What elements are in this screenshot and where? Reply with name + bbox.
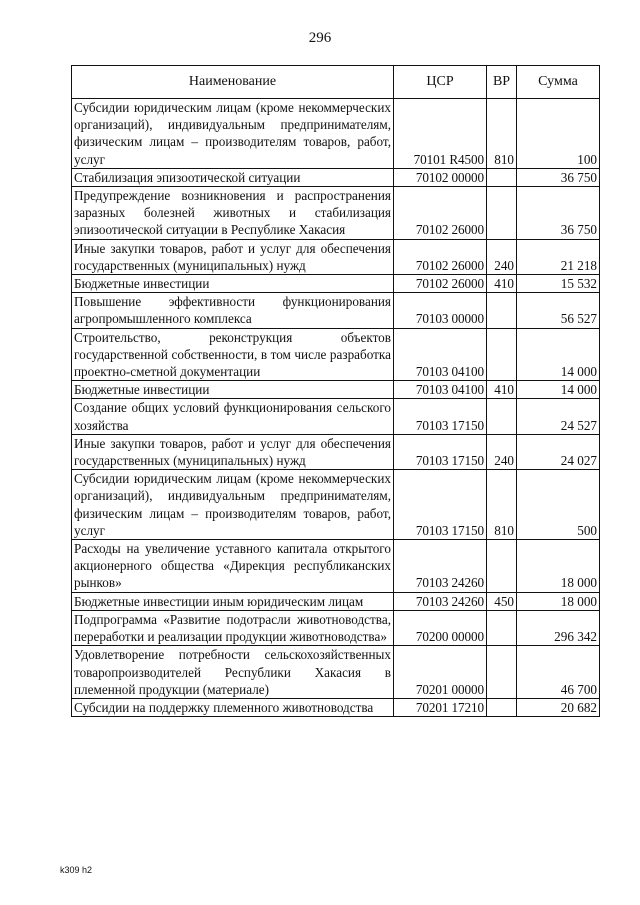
row-csr: 70103 17150 — [394, 470, 487, 540]
table-row — [72, 99, 600, 169]
row-vr — [487, 646, 517, 699]
row-vr — [487, 328, 517, 381]
row-csr: 70102 26000 — [394, 275, 487, 293]
table-row — [72, 434, 600, 469]
row-csr: 70103 17150 — [394, 434, 487, 469]
row-sum: 296 342 — [517, 610, 600, 645]
table-row — [72, 540, 600, 593]
row-csr: 70201 00000 — [394, 646, 487, 699]
page-number: 296 — [308, 30, 332, 46]
row-sum: 24 027 — [517, 434, 600, 469]
row-vr — [487, 293, 517, 328]
row-sum: 14 000 — [517, 328, 600, 381]
row-sum: 21 218 — [517, 239, 600, 274]
table-row — [72, 610, 600, 645]
row-name: Иные закупки товаров, работ и услуг для обеспечения государственных (муниципальных) нужд — [72, 239, 394, 274]
budget-table — [71, 65, 600, 717]
table-row — [72, 239, 600, 274]
row-vr — [487, 610, 517, 645]
row-name: Предупреждение возникновения и распространения заразных болезней животных и стабилизация эпизоотической ситуации в Республике Хакасия — [72, 187, 394, 240]
table-row — [72, 592, 600, 610]
row-name: Повышение эффективности функционирования агропромышленного комплекса — [72, 293, 394, 328]
row-csr: 70103 24260 — [394, 540, 487, 593]
table-row — [72, 646, 600, 699]
row-csr: 70201 17210 — [394, 698, 487, 716]
row-name: Бюджетные инвестиции — [72, 275, 394, 293]
row-csr: 70103 24260 — [394, 592, 487, 610]
table-row — [72, 470, 600, 540]
row-vr: 410 — [487, 381, 517, 399]
row-sum: 46 700 — [517, 646, 600, 699]
table-row — [72, 187, 600, 240]
row-sum: 20 682 — [517, 698, 600, 716]
row-name: Субсидии юридическим лицам (кроме некоммерческих организаций), индивидуальным предпринимателям, физическим лицам – производителям товаров, работ, услуг — [72, 470, 394, 540]
row-vr — [487, 168, 517, 186]
row-csr: 70200 00000 — [394, 610, 487, 645]
row-name: Стабилизация эпизоотической ситуации — [72, 168, 394, 186]
table-row — [72, 293, 600, 328]
row-name: Создание общих условий функционирования сельского хозяйства — [72, 399, 394, 434]
table-row — [72, 698, 600, 716]
row-name: Бюджетные инвестиции иным юридическим лицам — [72, 592, 394, 610]
row-vr — [487, 399, 517, 434]
table-row — [72, 168, 600, 186]
row-sum: 18 000 — [517, 592, 600, 610]
row-csr: 70103 04100 — [394, 328, 487, 381]
row-vr: 810 — [487, 470, 517, 540]
row-csr: 70103 04100 — [394, 381, 487, 399]
row-sum: 36 750 — [517, 187, 600, 240]
row-csr: 70102 26000 — [394, 239, 487, 274]
row-sum: 15 532 — [517, 275, 600, 293]
table-row — [72, 275, 600, 293]
row-sum: 500 — [517, 470, 600, 540]
table-row — [72, 328, 600, 381]
row-name: Подпрограмма «Развитие подотрасли животноводства, переработки и реализации продукции животноводства» — [72, 610, 394, 645]
row-sum: 18 000 — [517, 540, 600, 593]
row-vr: 240 — [487, 434, 517, 469]
header-vr: ВР — [487, 66, 517, 99]
row-name: Бюджетные инвестиции — [72, 381, 394, 399]
row-csr: 70102 26000 — [394, 187, 487, 240]
row-name: Расходы на увеличение уставного капитала открытого акционерного общества «Дирекция республиканских рынков» — [72, 540, 394, 593]
row-vr — [487, 187, 517, 240]
row-vr: 240 — [487, 239, 517, 274]
row-sum: 36 750 — [517, 168, 600, 186]
row-csr: 70101 R4500 — [394, 99, 487, 169]
row-vr — [487, 540, 517, 593]
header-name: Наименование — [72, 66, 394, 99]
row-name: Субсидии юридическим лицам (кроме некоммерческих организаций), индивидуальным предпринимателям, физическим лицам – производителям товаров, работ, услуг — [72, 99, 394, 169]
row-sum: 24 527 — [517, 399, 600, 434]
table-body — [72, 99, 600, 717]
footer-code: k309 h2 — [60, 865, 93, 875]
row-name: Строительство, реконструкция объектов государственной собственности, в том числе разработка проектно-сметной документации — [72, 328, 394, 381]
row-vr: 810 — [487, 99, 517, 169]
row-name: Субсидии на поддержку племенного животноводства — [72, 698, 394, 716]
row-csr: 70102 00000 — [394, 168, 487, 186]
row-sum: 100 — [517, 99, 600, 169]
header-csr: ЦСР — [394, 66, 487, 99]
row-name: Иные закупки товаров, работ и услуг для обеспечения государственных (муниципальных) нужд — [72, 434, 394, 469]
table-row — [72, 381, 600, 399]
row-csr: 70103 00000 — [394, 293, 487, 328]
row-vr — [487, 698, 517, 716]
row-name: Удовлетворение потребности сельскохозяйственных товаропроизводителей Республики Хакасия в племенной продукции (материале) — [72, 646, 394, 699]
row-sum: 56 527 — [517, 293, 600, 328]
row-vr: 410 — [487, 275, 517, 293]
row-csr: 70103 17150 — [394, 399, 487, 434]
table-row — [72, 399, 600, 434]
table-header-row — [72, 66, 600, 99]
row-sum: 14 000 — [517, 381, 600, 399]
header-sum: Сумма — [517, 66, 600, 99]
row-vr: 450 — [487, 592, 517, 610]
